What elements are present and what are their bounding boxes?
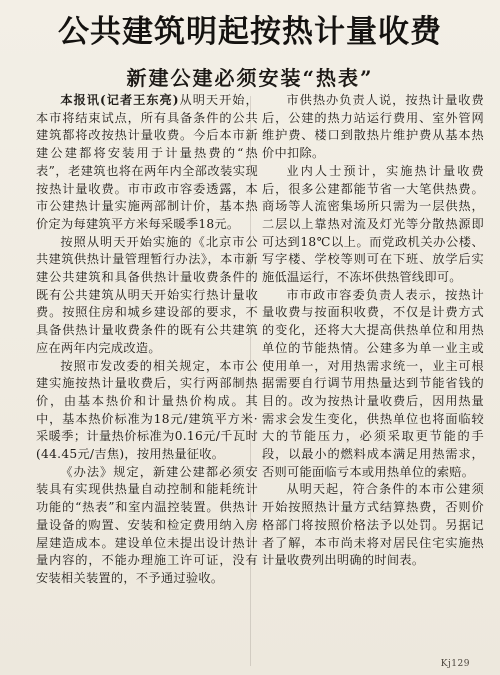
subheadline: 新建公建必须安装“热表” [126,66,374,90]
page-code: Kj129 [440,659,470,669]
paragraph: 市市政市容委负责人表示，按热计量收费与按面积收费，不仅是计费方式的变化，还将大大提高供热单位和用热单位的节能热情。公建多为单一业主或使用单一，对用热需求统一，业主可根据需要自行调节用热量达到节能省钱的目的。改为按热计量收费后，因用热量需求会发生变化，供热单位也将面临较大的节能压力，必须采取更节能的手段，以最小的燃料成本满足用热需求，否则可能面临亏本或用热单位的索赔。 [262,287,484,479]
paragraph: 市供热办负责人说，按热计量收费后，公建的热力站运行费用、室外管网维护费、楼口到散热片维护费从基本热价中扣除。 [262,93,484,161]
headline: 公共建筑明起按热计量收费 [58,14,442,50]
paragraph: 按照从明天开始实施的《北京市公共建筑供热计量管理暂行办法》，本市新建公共建筑和具备供热计量收费条件的既有公共建筑从明天开始实行热计量收费。按照住房和城乡建设部的要求，不具备供热计量收费条件的既有公共建筑应在两年内完成改造。 [36,234,258,355]
paragraph: 按照市发改委的相关规定，本市公建实施按热计量收费后，实行两部制热价，由基本热价和计量热价构成。其中，基本热价标准为18元/建筑平方米·采暖季；计量热价标准为0.16元/千瓦时(44.45元/吉焦)，按用热量征收。 [36,358,258,462]
article-column-right [262,92,484,570]
column-divider [250,96,251,666]
paragraph: 业内人士预计，实施热计量收费后，很多公建都能节省一大笔供热费。商场等人流密集场所只需为一层供热，二层以上靠热对流及灯光等分散热源即可达到18℃以上。而党政机关办公楼、写字楼、学校等则可在下班、放学后实施低温运行，不冻坏供热管线即可。 [262,163,484,285]
paragraph [36,92,258,234]
article-column-left [36,92,258,588]
paragraph: 从明天起，符合条件的本市公建须开始按照热计量方式结算热费，否则价格部门将按照价格法予以处罚。另据记者了解，本市尚未将对居民住宅实施热计量收费列出明确的时间表。 [262,482,484,568]
byline: 本报讯(记者王东亮) [60,93,179,107]
paragraph: 《办法》规定，新建公建都必须安装具有实现供热量自动控制和能耗统计功能的“热表”和室内温控装置。供热计量设备的购置、安装和检定费用纳入房屋建造成本。建设单位未提出设计热计量内容的，不能办理施工许可证，没有安装相关装置的，不予通过验收。 [36,464,258,585]
paragraph-text: 从明天开始，本市将结束试点，所有具备条件的公共建筑都将改按热计量收费。今后本市新建公建都将安装用于计量热费的“热表”，老建筑也将在两年内全部改装实现按热计量收费。市市政市容委透露，本市公建热计量实施两部制计价，基本热价定为每建筑平方米每采暖季18元。 [36,93,258,231]
